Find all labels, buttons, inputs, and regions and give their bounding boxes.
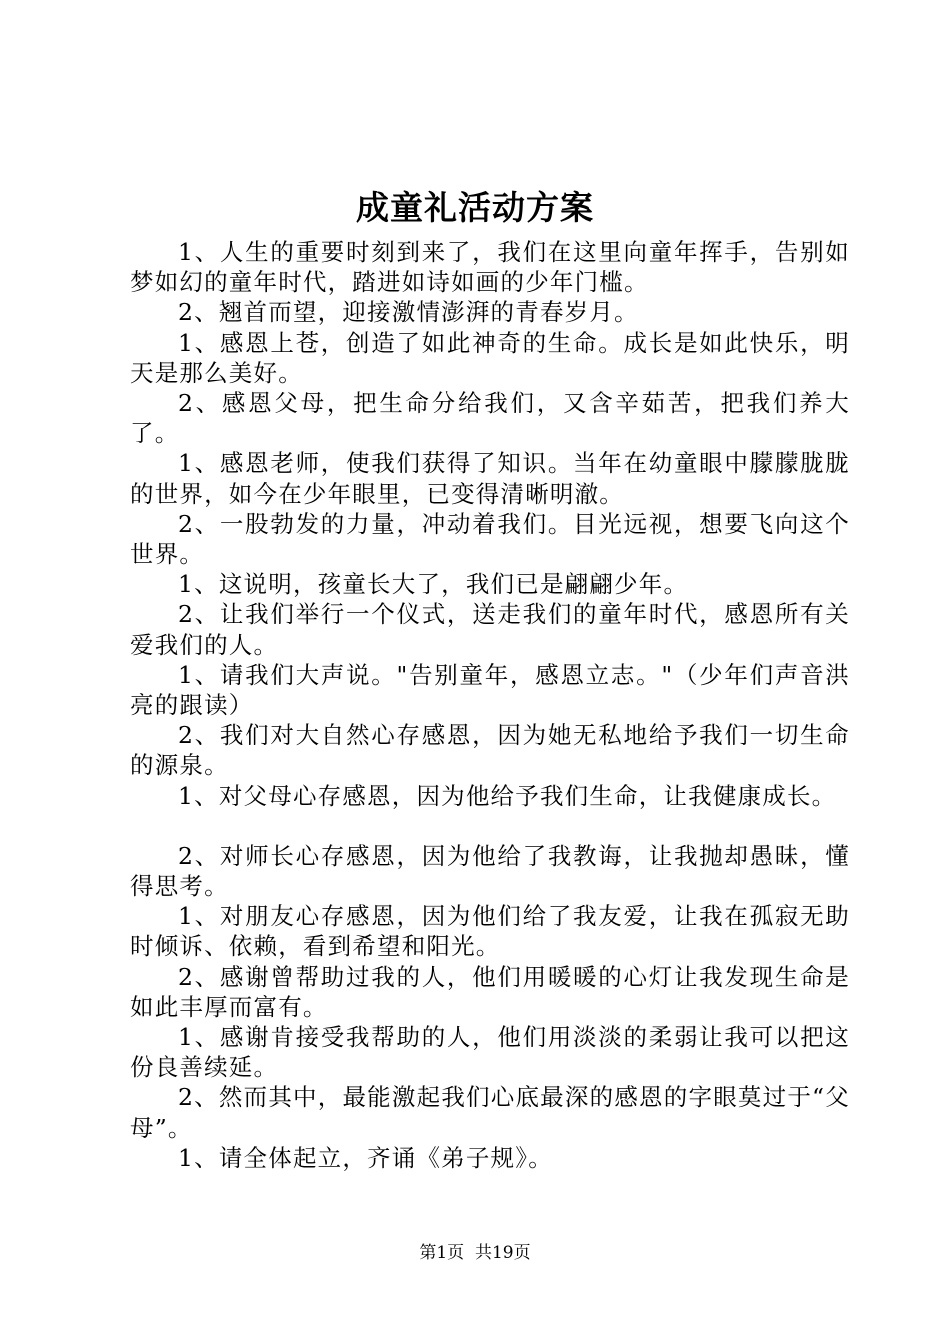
paragraph: 1、人生的重要时刻到来了，我们在这里向童年挥手，告别如梦如幻的童年时代，踏进如诗如画的少年门槛。 (130, 238, 850, 297)
paragraph: 2、感恩父母，把生命分给我们，又含辛茹苦，把我们养大了。 (130, 389, 850, 448)
paragraph: 2、对师长心存感恩，因为他给了我教诲，让我抛却愚昧，懂得思考。 (130, 841, 850, 901)
paragraph: 2、一股勃发的力量，冲动着我们。目光远视，想要飞向这个世界。 (130, 509, 850, 569)
paragraph: 1、这说明，孩童长大了，我们已是翩翩少年。 (178, 570, 689, 599)
paragraph: 1、感恩上苍，创造了如此神奇的生命。成长是如此快乐，明天是那么美好。 (130, 328, 850, 387)
document-title: 成童礼活动方案 (356, 188, 594, 227)
page-number-label: 第1页 共19页 (419, 1243, 531, 1263)
paragraph: 2、然而其中，最能激起我们心底最深的感恩的字眼莫过于“父母”。 (130, 1083, 850, 1142)
paragraph: 1、感谢肯接受我帮助的人，他们用淡淡的柔弱让我可以把这份良善续延。 (130, 1023, 850, 1082)
paragraph: 1、请全体起立，齐诵《弟子规》。 (178, 1143, 553, 1172)
paragraph: 1、对朋友心存感恩，因为他们给了我友爱，让我在孤寂无助时倾诉、依赖，看到希望和阳光。 (130, 902, 850, 961)
paragraph: 1、感恩老师，使我们获得了知识。当年在幼童眼中朦朦胧胧的世界，如今在少年眼里，已变得清晰明澈。 (130, 449, 850, 508)
page-footer (0, 1241, 950, 1265)
paragraph: 2、感谢曾帮助过我的人，他们用暖暖的心灯让我发现生命是如此丰厚而富有。 (130, 962, 850, 1021)
document-body (130, 237, 850, 1173)
paragraph: 2、我们对大自然心存感恩，因为她无私地给予我们一切生命的源泉。 (130, 721, 850, 780)
paragraph: 2、让我们举行一个仪式，送走我们的童年时代，感恩所有关爱我们的人。 (130, 600, 850, 659)
paragraph: 2、翘首而望，迎接激情澎湃的青春岁月。 (178, 298, 639, 327)
paragraph: 1、请我们大声说。"告别童年，感恩立志。"（少年们声音洪亮的跟读） (130, 660, 850, 720)
paragraph: 1、对父母心存感恩，因为他给予我们生命，让我健康成长。 (178, 781, 837, 810)
